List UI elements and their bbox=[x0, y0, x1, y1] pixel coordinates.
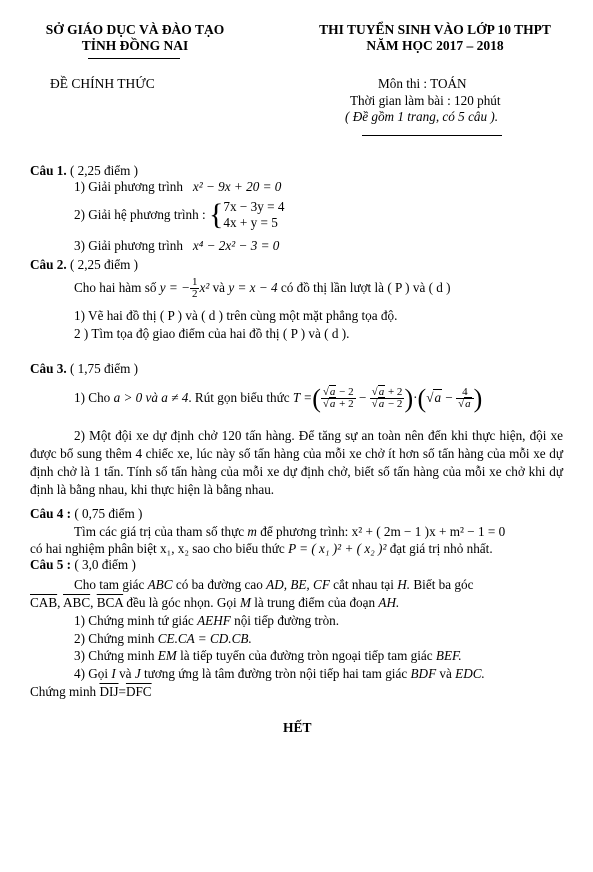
paren-open: ( bbox=[312, 383, 321, 413]
q4-equation: x² + ( 2m − 1 )x + m² − 1 = 0 bbox=[351, 524, 506, 539]
q5-text: là trung điểm của đoạn bbox=[254, 595, 376, 610]
q3-condition: a > 0 và a ≠ 4 bbox=[113, 390, 189, 405]
q3-fraction2 bbox=[370, 387, 405, 410]
angle-DIJ: $\overline{DIJ}$ bbox=[99, 684, 119, 699]
q5-intro-line2: $\overline{CAB}$, $\overline{ABC}$, $\overline{BCA}$ đều là góc nhọn. Gọi M là trung điểm của đoạn AH. bbox=[30, 595, 400, 610]
q5-part3-text: 3) Chứng minh bbox=[74, 648, 155, 663]
angle-DFC: $\overline{DFC}$ bbox=[125, 684, 152, 699]
q1-part3-equation: x⁴ − 2x² − 3 = 0 bbox=[192, 238, 280, 253]
q4-line2-text2: đạt giá trị nhỏ nhất. bbox=[389, 541, 493, 556]
sqrt-a: a bbox=[378, 398, 385, 411]
q1-system-eq1: 7x − 3y = 4 bbox=[223, 199, 285, 214]
q2-heading bbox=[30, 257, 138, 273]
sqrt-a: a bbox=[329, 386, 336, 399]
q5-point-H: H. bbox=[397, 577, 411, 592]
q5-part2-identity: CE.CA = CD.CB. bbox=[157, 631, 252, 646]
sqrt-a: a bbox=[329, 398, 336, 411]
q5-text: có ba đường cao bbox=[175, 577, 263, 592]
end-mark: HẾT bbox=[283, 720, 312, 735]
q5-points: ( 3,0 điểm ) bbox=[74, 557, 136, 572]
angle-BCA: $\overline{BCA}$ bbox=[96, 595, 124, 610]
official-label: ĐỀ CHÍNH THỨC bbox=[50, 76, 155, 91]
q5-title: Câu 5 : bbox=[30, 557, 72, 572]
fraction-denominator: √a bbox=[458, 398, 471, 411]
q5-point-J: J bbox=[134, 666, 141, 681]
minus-sign: − bbox=[445, 390, 453, 405]
q5-part4-line2 bbox=[30, 684, 152, 700]
exam-line1: THI TUYỂN SINH VÀO LỚP 10 THPT bbox=[319, 22, 551, 37]
fraction-denominator: 2 bbox=[191, 288, 198, 301]
q1-part1 bbox=[74, 179, 281, 195]
minus-two: − 2 bbox=[339, 386, 354, 399]
q3-fraction3 bbox=[456, 387, 474, 410]
q5-heights: AD, BE, CF bbox=[266, 577, 330, 592]
fraction-numerator: √a + 2 bbox=[371, 386, 403, 399]
q3-T-label: T = bbox=[292, 390, 313, 405]
q1-points: ( 2,25 điểm ) bbox=[69, 163, 139, 178]
q1-system bbox=[223, 199, 284, 231]
q5-segment-EM: EM bbox=[157, 648, 177, 663]
plus-two: + 2 bbox=[387, 386, 403, 399]
q2-function1-prefix: y = − bbox=[159, 280, 190, 295]
q5-part4-prove: Chứng minh bbox=[30, 684, 97, 699]
time-label: Thời gian làm bài : 120 phút bbox=[350, 93, 501, 108]
q5-part4 bbox=[74, 666, 485, 682]
q5-segment-AH: AH. bbox=[378, 595, 400, 610]
q5-part1-text: 1) Chứng minh tứ giác bbox=[74, 613, 194, 628]
q5-intro-line1 bbox=[74, 577, 473, 593]
q2-intro bbox=[74, 277, 451, 300]
exam-line2: NĂM HỌC 2017 – 2018 bbox=[366, 38, 504, 53]
q5-quadrilateral: AEHF bbox=[197, 613, 231, 628]
header-divider bbox=[362, 135, 502, 136]
system-brace: { bbox=[209, 198, 224, 231]
minus-two: − 2 bbox=[387, 398, 403, 411]
q5-part3-text2: là tiếp tuyến của đường tròn ngoại tiếp tam giác bbox=[180, 648, 433, 663]
paren-open: ( bbox=[417, 383, 427, 413]
page-note: ( Đề gồm 1 trang, có 5 câu ). bbox=[345, 109, 499, 124]
q1-part1-text: 1) Giải phương trình bbox=[74, 179, 183, 194]
fraction-denominator: √a + 2 bbox=[322, 398, 354, 411]
exam-block bbox=[290, 22, 580, 54]
q5-part4-and: và bbox=[119, 666, 132, 681]
q1-system-eq2: 4x + y = 5 bbox=[223, 215, 278, 230]
q5-triangle: ABC bbox=[147, 577, 173, 592]
issuer-line1: SỞ GIÁO DỤC VÀ ĐÀO TẠO bbox=[45, 22, 225, 37]
q5-part1 bbox=[74, 613, 339, 629]
q4-line2 bbox=[30, 541, 493, 557]
q5-text: đều là góc nhọn. Gọi bbox=[126, 595, 237, 610]
minus-sign: − bbox=[358, 390, 367, 405]
q4-points: ( 0,75 điểm ) bbox=[74, 506, 143, 521]
q4-title: Câu 4 : bbox=[30, 506, 72, 521]
q5-triangle-BEF: BEF. bbox=[435, 648, 462, 663]
q5-point-M: M bbox=[239, 595, 251, 610]
q4-line2-text: có hai nghiệm phân biệt x₁, x₂ sao cho biểu thức bbox=[30, 541, 285, 556]
q5-point-I: I bbox=[111, 666, 116, 681]
sqrt-a: a bbox=[434, 390, 442, 405]
q5-part2-text: 2) Chứng minh bbox=[74, 631, 155, 646]
q1-part1-equation: x² − 9x + 20 = 0 bbox=[192, 179, 282, 194]
fraction-numerator: √a − 2 bbox=[322, 386, 354, 399]
q5-triangle-EDC: EDC. bbox=[455, 666, 485, 681]
q5-triangle-BDF: BDF bbox=[410, 666, 437, 681]
q2-title: Câu 2. bbox=[30, 257, 67, 272]
q1-part2-text: 2) Giải hệ phương trình : bbox=[74, 207, 206, 222]
q5-part1-text2: nội tiếp đường tròn. bbox=[234, 613, 340, 628]
q1-part3 bbox=[74, 238, 279, 254]
q4-line1-text2: để phương trình: bbox=[260, 524, 349, 539]
q2-function2: y = x − 4 bbox=[228, 280, 278, 295]
issuer-line2: TỈNH ĐỒNG NAI bbox=[81, 38, 189, 53]
q4-expression-P: P = ( x₁ )² + ( x₂ )² bbox=[288, 541, 387, 556]
q2-function1-suffix: x² bbox=[199, 280, 210, 295]
sqrt-a: a bbox=[465, 398, 471, 411]
q4-line1-text: Tìm các giá trị của tham số thực bbox=[74, 524, 245, 539]
q1-part2 bbox=[74, 199, 284, 231]
q5-heading bbox=[30, 557, 136, 573]
angle-ABC: $\overline{ABC}$ bbox=[63, 595, 91, 610]
q3-part1-text2: . Rút gọn biểu thức bbox=[188, 390, 290, 405]
q3-title: Câu 3. bbox=[30, 361, 67, 376]
q5-text: cắt nhau tại bbox=[333, 577, 394, 592]
q2-part2: 2 ) Tìm tọa độ giao điểm của hai đồ thị ( P ) và ( d ). bbox=[74, 326, 350, 341]
q5-part4-text2: tương ứng là tâm đường tròn nội tiếp hai tam giác bbox=[143, 666, 408, 681]
q3-part1-text: 1) Cho bbox=[74, 390, 111, 405]
q5-part2 bbox=[74, 631, 252, 647]
issuer-underline bbox=[88, 58, 180, 59]
q2-points: ( 2,25 điểm ) bbox=[69, 257, 139, 272]
q2-part1: 1) Vẽ hai đồ thị ( P ) và ( d ) trên cùng một mặt phẳng tọa độ. bbox=[74, 308, 398, 323]
q2-intro-text: Cho hai hàm số bbox=[74, 280, 157, 295]
q3-part2: 2) Một đội xe dự định chở 120 tấn hàng. Để tăng sự an toàn nên đến khi thực hiện, đội xe được bổ sung thêm 4 chiếc xe, lúc này số tấn hàng của mỗi xe chở ít hơn số tấn hàng của mỗi xe dự định chở là 1 tấn. Tính số tấn hàng của mỗi xe dự định chở, biết số tấn hàng của mỗi xe chở khi dự định là bằng nhau, khi thực hiện là bằng nhau. bbox=[30, 428, 563, 497]
q2-intro-tail: có đồ thị lần lượt là ( P ) và ( d ) bbox=[280, 280, 451, 295]
q3-points: ( 1,75 điểm ) bbox=[69, 361, 139, 376]
q4-param-m: m bbox=[247, 524, 257, 539]
q3-heading bbox=[30, 361, 138, 377]
issuer-block bbox=[30, 22, 240, 54]
angle-CAB: $\overline{CAB}$ bbox=[30, 595, 58, 610]
fraction-numerator: 4 bbox=[456, 387, 474, 399]
q5-text: Biết ba góc bbox=[413, 577, 474, 592]
q5-text: Cho tam giác bbox=[74, 577, 145, 592]
q2-and: và bbox=[212, 280, 226, 295]
sqrt-a: a bbox=[378, 386, 385, 399]
fraction-denominator: √a − 2 bbox=[371, 398, 403, 411]
dot-sign: · bbox=[413, 390, 418, 405]
plus-two: + 2 bbox=[339, 398, 354, 411]
q4-line1 bbox=[74, 524, 505, 540]
subject-label: Môn thi : TOÁN bbox=[378, 76, 467, 91]
paren-close: ) bbox=[404, 383, 414, 413]
q5-part3 bbox=[74, 648, 462, 664]
q5-part4-text: 4) Gọi bbox=[74, 666, 109, 681]
q1-heading bbox=[30, 163, 138, 179]
equals-sign: = bbox=[118, 684, 126, 699]
q1-title: Câu 1. bbox=[30, 163, 67, 178]
q1-part3-text: 3) Giải phương trình bbox=[74, 238, 183, 253]
fraction-numerator: 1 bbox=[191, 276, 198, 289]
q3-part1: 1) Cho a > 0 và a ≠ 4. Rút gọn biểu thức T =( $\frac{√a - 2}{√a + 2}$ − $\frac{√a + 2}{√a - 2}$ )·(√a − $\frac{4}{√a}$ ) bbox=[74, 383, 483, 413]
q3-fraction1 bbox=[321, 387, 356, 410]
paren-close: ) bbox=[473, 383, 483, 413]
q4-heading bbox=[30, 506, 142, 522]
q5-part4-and2: và bbox=[439, 666, 452, 681]
